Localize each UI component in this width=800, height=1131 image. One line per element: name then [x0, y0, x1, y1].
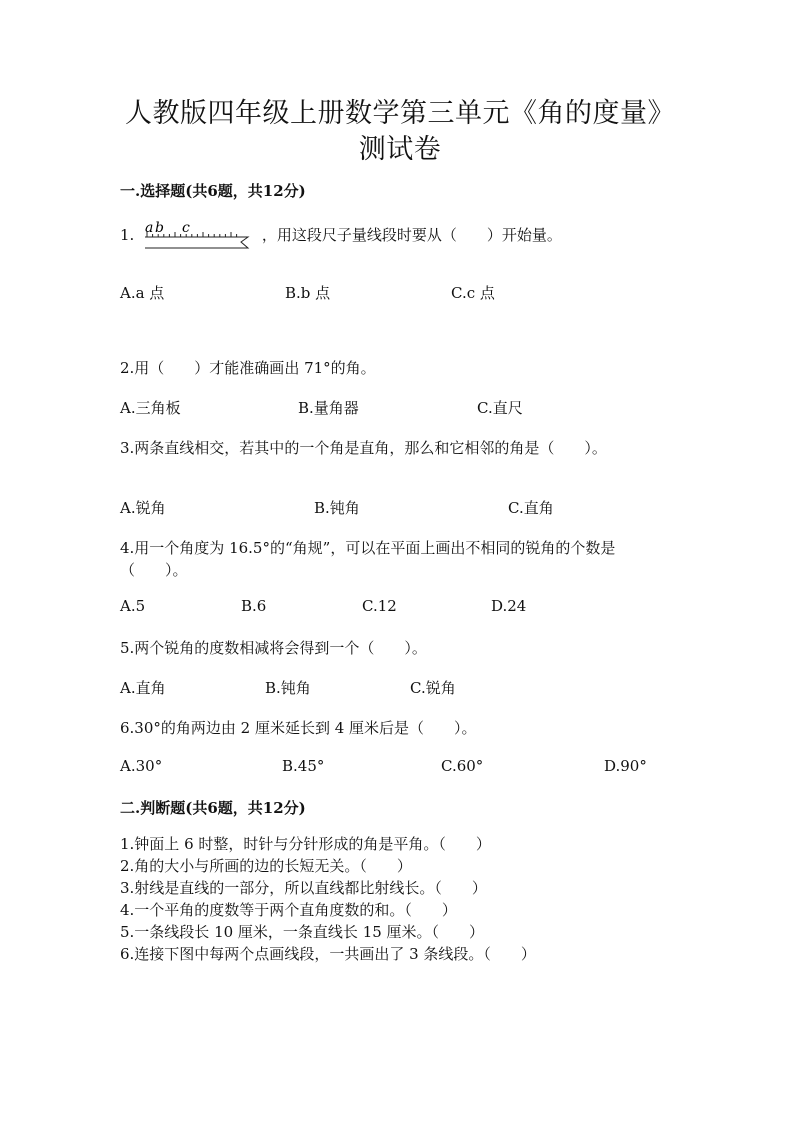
options-3 — [120, 497, 680, 519]
options-1 — [120, 282, 680, 304]
question-5: 5.两个锐角的度数相减将会得到一个（ ）。 — [120, 639, 427, 657]
question-4: 4.用一个角度为 16.5°的“角规”，可以在平面上画出不相同的锐角的个数是（ ）。 — [120, 539, 616, 579]
option-b[interactable]: B.量角器 — [298, 399, 359, 417]
question-3: 3.两条直线相交，若其中的一个角是直角，那么和它相邻的角是（ ）。 — [120, 439, 607, 457]
option-b[interactable]: B.6 — [241, 597, 267, 615]
ruler-figure — [143, 221, 253, 251]
question-text: ，用这段尺子量线段时要从（ ）开始量。 — [261, 226, 562, 244]
option-b[interactable]: B.钝角 — [265, 679, 311, 697]
ruler-label-c: c — [182, 221, 190, 236]
judge-item: 6.连接下图中每两个点画线段，一共画出了 3 条线段。（ ） — [120, 945, 536, 963]
option-c[interactable]: C.c 点 — [451, 284, 495, 302]
options-5 — [120, 677, 680, 699]
option-c[interactable]: C.直尺 — [477, 399, 523, 417]
ruler-label-a: a — [145, 221, 154, 236]
question-1 — [120, 221, 680, 251]
judge-item: 5.一条线段长 10 厘米，一条直线长 15 厘米。（ ） — [120, 923, 485, 941]
option-b[interactable]: B.45° — [282, 757, 325, 775]
question-2: 2.用（ ）才能准确画出 71°的角。 — [120, 359, 376, 377]
option-a[interactable]: A.30° — [120, 757, 163, 775]
options-2 — [120, 397, 680, 419]
option-d[interactable]: D.24 — [491, 597, 527, 615]
judge-item: 3.射线是直线的一部分，所以直线都比射线长。（ ） — [120, 879, 487, 897]
question-number: 1. — [120, 226, 135, 244]
ruler-label-b: b — [155, 221, 165, 236]
options-4 — [120, 597, 680, 619]
question-6: 6.30°的角两边由 2 厘米延长到 4 厘米后是（ ）。 — [120, 719, 477, 737]
option-a[interactable]: A.a 点 — [120, 284, 165, 302]
judge-list — [120, 833, 680, 965]
judge-item: 1.钟面上 6 时整，时针与分针形成的角是平角。（ ） — [120, 835, 491, 853]
options-6 — [120, 757, 680, 779]
option-a[interactable]: A.直角 — [120, 679, 166, 697]
option-c[interactable]: C.12 — [362, 597, 397, 615]
page-title: 人教版四年级上册数学第三单元《角的度量》测试卷 — [125, 98, 675, 165]
section-heading-choice: 一.选择题(共6题，共12分) — [120, 182, 306, 200]
option-a[interactable]: A.三角板 — [120, 399, 181, 417]
judge-item: 2.角的大小与所画的边的长短无关。（ ） — [120, 857, 412, 875]
option-c[interactable]: C.直角 — [508, 499, 554, 517]
option-b[interactable]: B.b 点 — [285, 284, 331, 302]
option-a[interactable]: A.锐角 — [120, 499, 166, 517]
option-c[interactable]: C.60° — [441, 757, 484, 775]
option-c[interactable]: C.锐角 — [410, 679, 456, 697]
option-b[interactable]: B.钝角 — [314, 499, 360, 517]
section-heading-judge: 二.判断题(共6题，共12分) — [120, 799, 306, 817]
judge-item: 4.一个平角的度数等于两个直角度数的和。（ ） — [120, 901, 457, 919]
option-a[interactable]: A.5 — [120, 597, 146, 615]
option-d[interactable]: D.90° — [604, 757, 647, 775]
